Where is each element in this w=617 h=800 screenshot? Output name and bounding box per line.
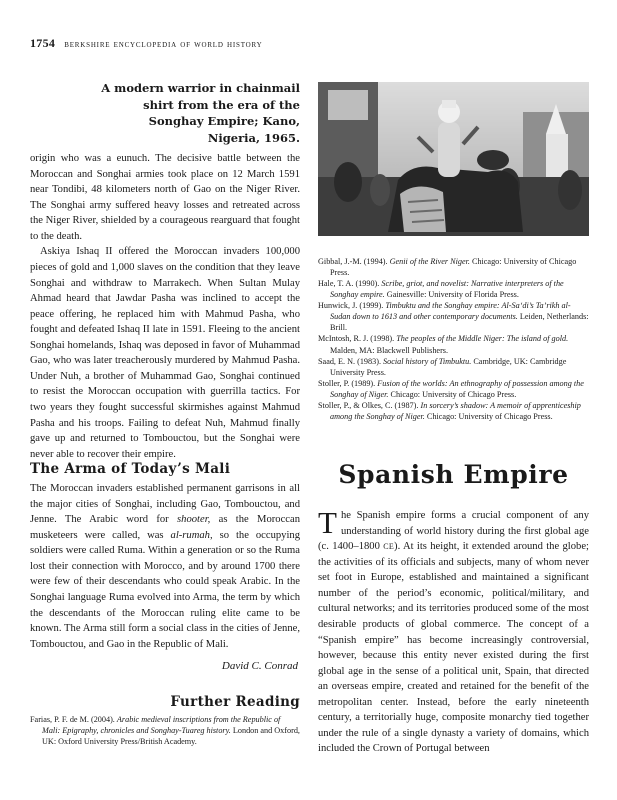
arma-section [30, 461, 300, 672]
text-run: Farias, P. F. de M. (2004). [30, 715, 117, 724]
bibliography-entry [318, 378, 589, 400]
text-run: Chicago: University of Chicago Press. [424, 411, 553, 421]
text-run: as the Moroccan musketeers were called, was [30, 514, 301, 541]
text-run: The Moroccan invaders established permanent garrisons in all the major cities of Songhai, including Gao, Tombouctou, and Jenne. The Arabic word for [30, 483, 300, 526]
page-number: 1754 [30, 36, 56, 50]
work-title: Fusion of the worlds: An ethnography of possession among the Songhay of Niger. [330, 378, 584, 399]
bibliography-entry [30, 714, 300, 747]
text-run: Hale, T. A. (1990). [318, 279, 382, 289]
left-column-body [30, 151, 300, 462]
bibliography-entry [318, 400, 589, 422]
text-run: Leiden, Netherlands: Brill. [330, 312, 589, 333]
running-header [30, 36, 590, 51]
work-title: Scribe, griot, and novelist: Narrative interpreters of the Songhay empire. [330, 279, 564, 300]
text-run: London and Oxford, UK: Oxford University Press/British Academy. [42, 726, 300, 747]
text-run: Chicago: University of Chicago Press. [388, 389, 517, 399]
bibliography-entry [318, 256, 589, 278]
running-title: berkshire encyclopedia of world history [64, 39, 263, 50]
text-run: Malden, MA: Blackwell Publishers. [330, 345, 449, 355]
paragraph: origin who was a eunuch. The decisive battle between the Moroccan and Songhai armies took place on 12 March 1591 near Tondibi, 48 kilometers north of Gao on the Niger River. The Songhai army suffered heavy losses and retreated across the Niger River, shielded by a courageous rearguard that fought to the death. [30, 153, 300, 242]
photo-illustration [318, 82, 589, 236]
work-title: In sorcery’s shadow: A memoir of apprenticeship among the Songhay of Niger. [330, 400, 581, 421]
article-title: Spanish Empire [338, 460, 569, 489]
era-abbreviation: CE [383, 542, 395, 552]
text-run: Hunwick, J. (1999). [318, 301, 386, 311]
bibliography-entry [318, 300, 589, 333]
text-run: McIntosh, R. J. (1998). [318, 334, 397, 344]
bibliography-entry [318, 333, 589, 355]
paragraph: Askiya Ishaq II offered the Moroccan invaders 100,000 pieces of gold and 1,000 slaves on the condition that they leave Songhai and withdraw to Marrakech. When Sultan Mulay Ahmad heard that Jawdar Pasha was inclined to accept the peace offering, he replaced him with Mahmud Pasha, who fought and defeated Ishaq II late in 1591. Fleeing to the ancient Songhai homelands, Ishaq was deposed in favor of Muhammad Gao, who was later treacherously murdered by Mahmud Pasha. Under Nuh, a brother of Muhammad Gao, Songhai continued to resist the Moroccan occupation with guerrilla tactics. For two years they fought successful skirmishes against Mahmud Pasha and his troops. Failing to defeat Nuh, Mahmud finally gave up and returned to Tombouctou, but the Songhai were never able to recover their empire. [30, 246, 300, 460]
bibliography-entry [318, 356, 589, 378]
work-title: Arabic medieval inscriptions from the Republic of Mali: Epigraphy, chronicles and Songhay-Tuareg history. [42, 715, 281, 736]
italic-term: shooter, [177, 514, 211, 526]
paragraph [30, 481, 300, 652]
text-run: so the occupying soldiers were called Ruma. Within a generation or so the Ruma lost their connection with Morocco, and by around 1700 there were few of their descendants who could speak Arabic. In the Songhai language Ruma evolved into Arma, the term by which the descendants of the Moroccan ruling elite came to be known. The Arma still form a social class in the cities of Jenne, Tombouctou, and Gao in the Republic of Mali. [30, 529, 300, 650]
figure-caption: A modern warrior in chainmail shirt from the era of the Songhay Empire; Kano, Nigeria, 1965. [101, 81, 300, 146]
text-run: Saad, E. N. (1983). [318, 356, 384, 366]
bibliography-list [318, 256, 589, 422]
section-heading: The Arma of Today’s Mali [30, 461, 231, 477]
work-title: The peoples of the Middle Niger: The island of gold. [396, 334, 569, 344]
text-run: ). At its height, it extended around the globe; the activities of its officials and subjects, many of whom never set foot in Europe, established and maintained a significant number of the period’s economic, political/military, and cultural networks; and its territories produced some of the most desirable products of global commerce. The concept of a “Spanish empire” has become increasingly controversial, however, because this entity never existed during the first global age in the sense of a political unit, Spain, that directed an overseas empire, created and retained for the benefit of the metropolitan center. Instead, before the early nineteenth century, a territorially huge, composite monarchy tied together under the rule of a single dynasty a variety of domains, which included the Crown of Portugal between [318, 541, 589, 755]
text-run: Cambridge, UK: Cambridge University Press. [330, 356, 567, 377]
further-reading-heading: Further Reading [170, 694, 300, 710]
text-run: Chicago: University of Chicago Press. [330, 257, 577, 278]
warrior-photograph [318, 82, 589, 236]
text-run: Gibbal, J.-M. (1994). [318, 257, 390, 266]
text-run: Stoller, P. (1989). [318, 378, 378, 388]
text-run: he Spanish empire forms a crucial component of any understanding of world history during the first global age (c. 1400–1800 [318, 510, 589, 553]
spanish-empire-intro [318, 505, 589, 757]
text-run: Stoller, P., & Olkes, C. (1987). [318, 400, 421, 410]
work-title: Social history of Timbuktu. [383, 356, 472, 366]
drop-cap: T [318, 505, 337, 540]
work-title: Genii of the River Niger. [389, 257, 470, 266]
text-run: Gainesville: University of Florida Press. [384, 290, 519, 300]
paragraph [318, 505, 589, 757]
article-author: David C. Conrad [221, 660, 298, 673]
work-title: Timbuktu and the Songhay empire: Al-Sa‘di’s Ta’rikh al-Sudan down to 1613 and other contemporary documents. [330, 301, 571, 322]
bibliography-entry [318, 278, 589, 300]
italic-term: al-rumah, [170, 529, 213, 541]
further-reading-list [30, 714, 300, 747]
